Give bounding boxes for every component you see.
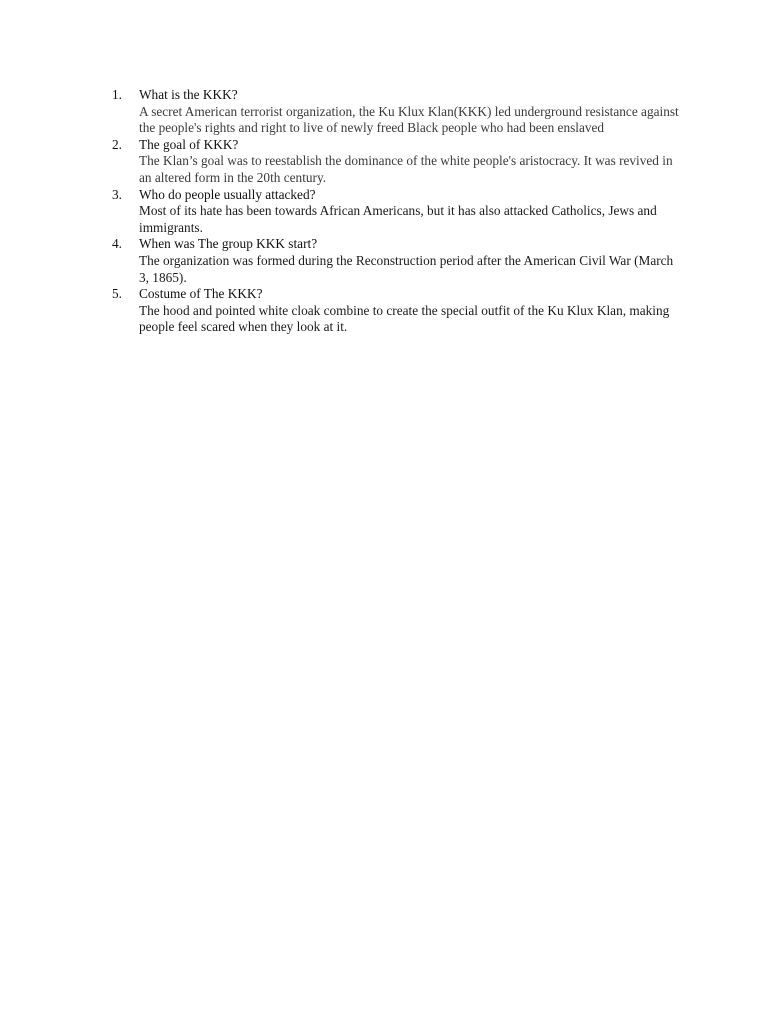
item-number: 2. [112, 136, 122, 152]
question-text: The goal of KKK? [139, 136, 239, 152]
list-item [112, 236, 682, 286]
answer-text: A secret American terrorist organization, the Ku Klux Klan(KKK) led underground resistance against the people's rights and right to live of newly freed Black people who had been enslaved [139, 103, 679, 136]
list-item [112, 137, 682, 187]
list-item [112, 286, 682, 336]
question-text: When was The group KKK start? [139, 236, 318, 252]
answer-text: The hood and pointed white cloak combine to create the special outfit of the Ku Klux Klan, making people feel scared when they look at it. [139, 302, 670, 335]
list-item [112, 87, 682, 137]
answer-text: The Klan’s goal was to reestablish the dominance of the white people's aristocracy. It was revived in an altered form in the 20th century. [139, 153, 673, 185]
answer-text: Most of its hate has been towards African Americans, but it has also attacked Catholics, Jews and immigrants. [139, 203, 657, 235]
item-number: 1. [112, 87, 122, 102]
question-answer-list [112, 87, 682, 336]
list-item [112, 187, 682, 237]
question-text: Who do people usually attacked? [139, 186, 316, 202]
item-number: 5. [112, 286, 122, 302]
item-number: 4. [112, 236, 122, 252]
item-number: 3. [112, 186, 122, 202]
answer-text: The organization was formed during the Reconstruction period after the American Civil War (March 3, 1865). [139, 252, 674, 285]
question-text: Costume of The KKK? [139, 286, 263, 302]
question-text: What is the KKK? [139, 87, 238, 102]
